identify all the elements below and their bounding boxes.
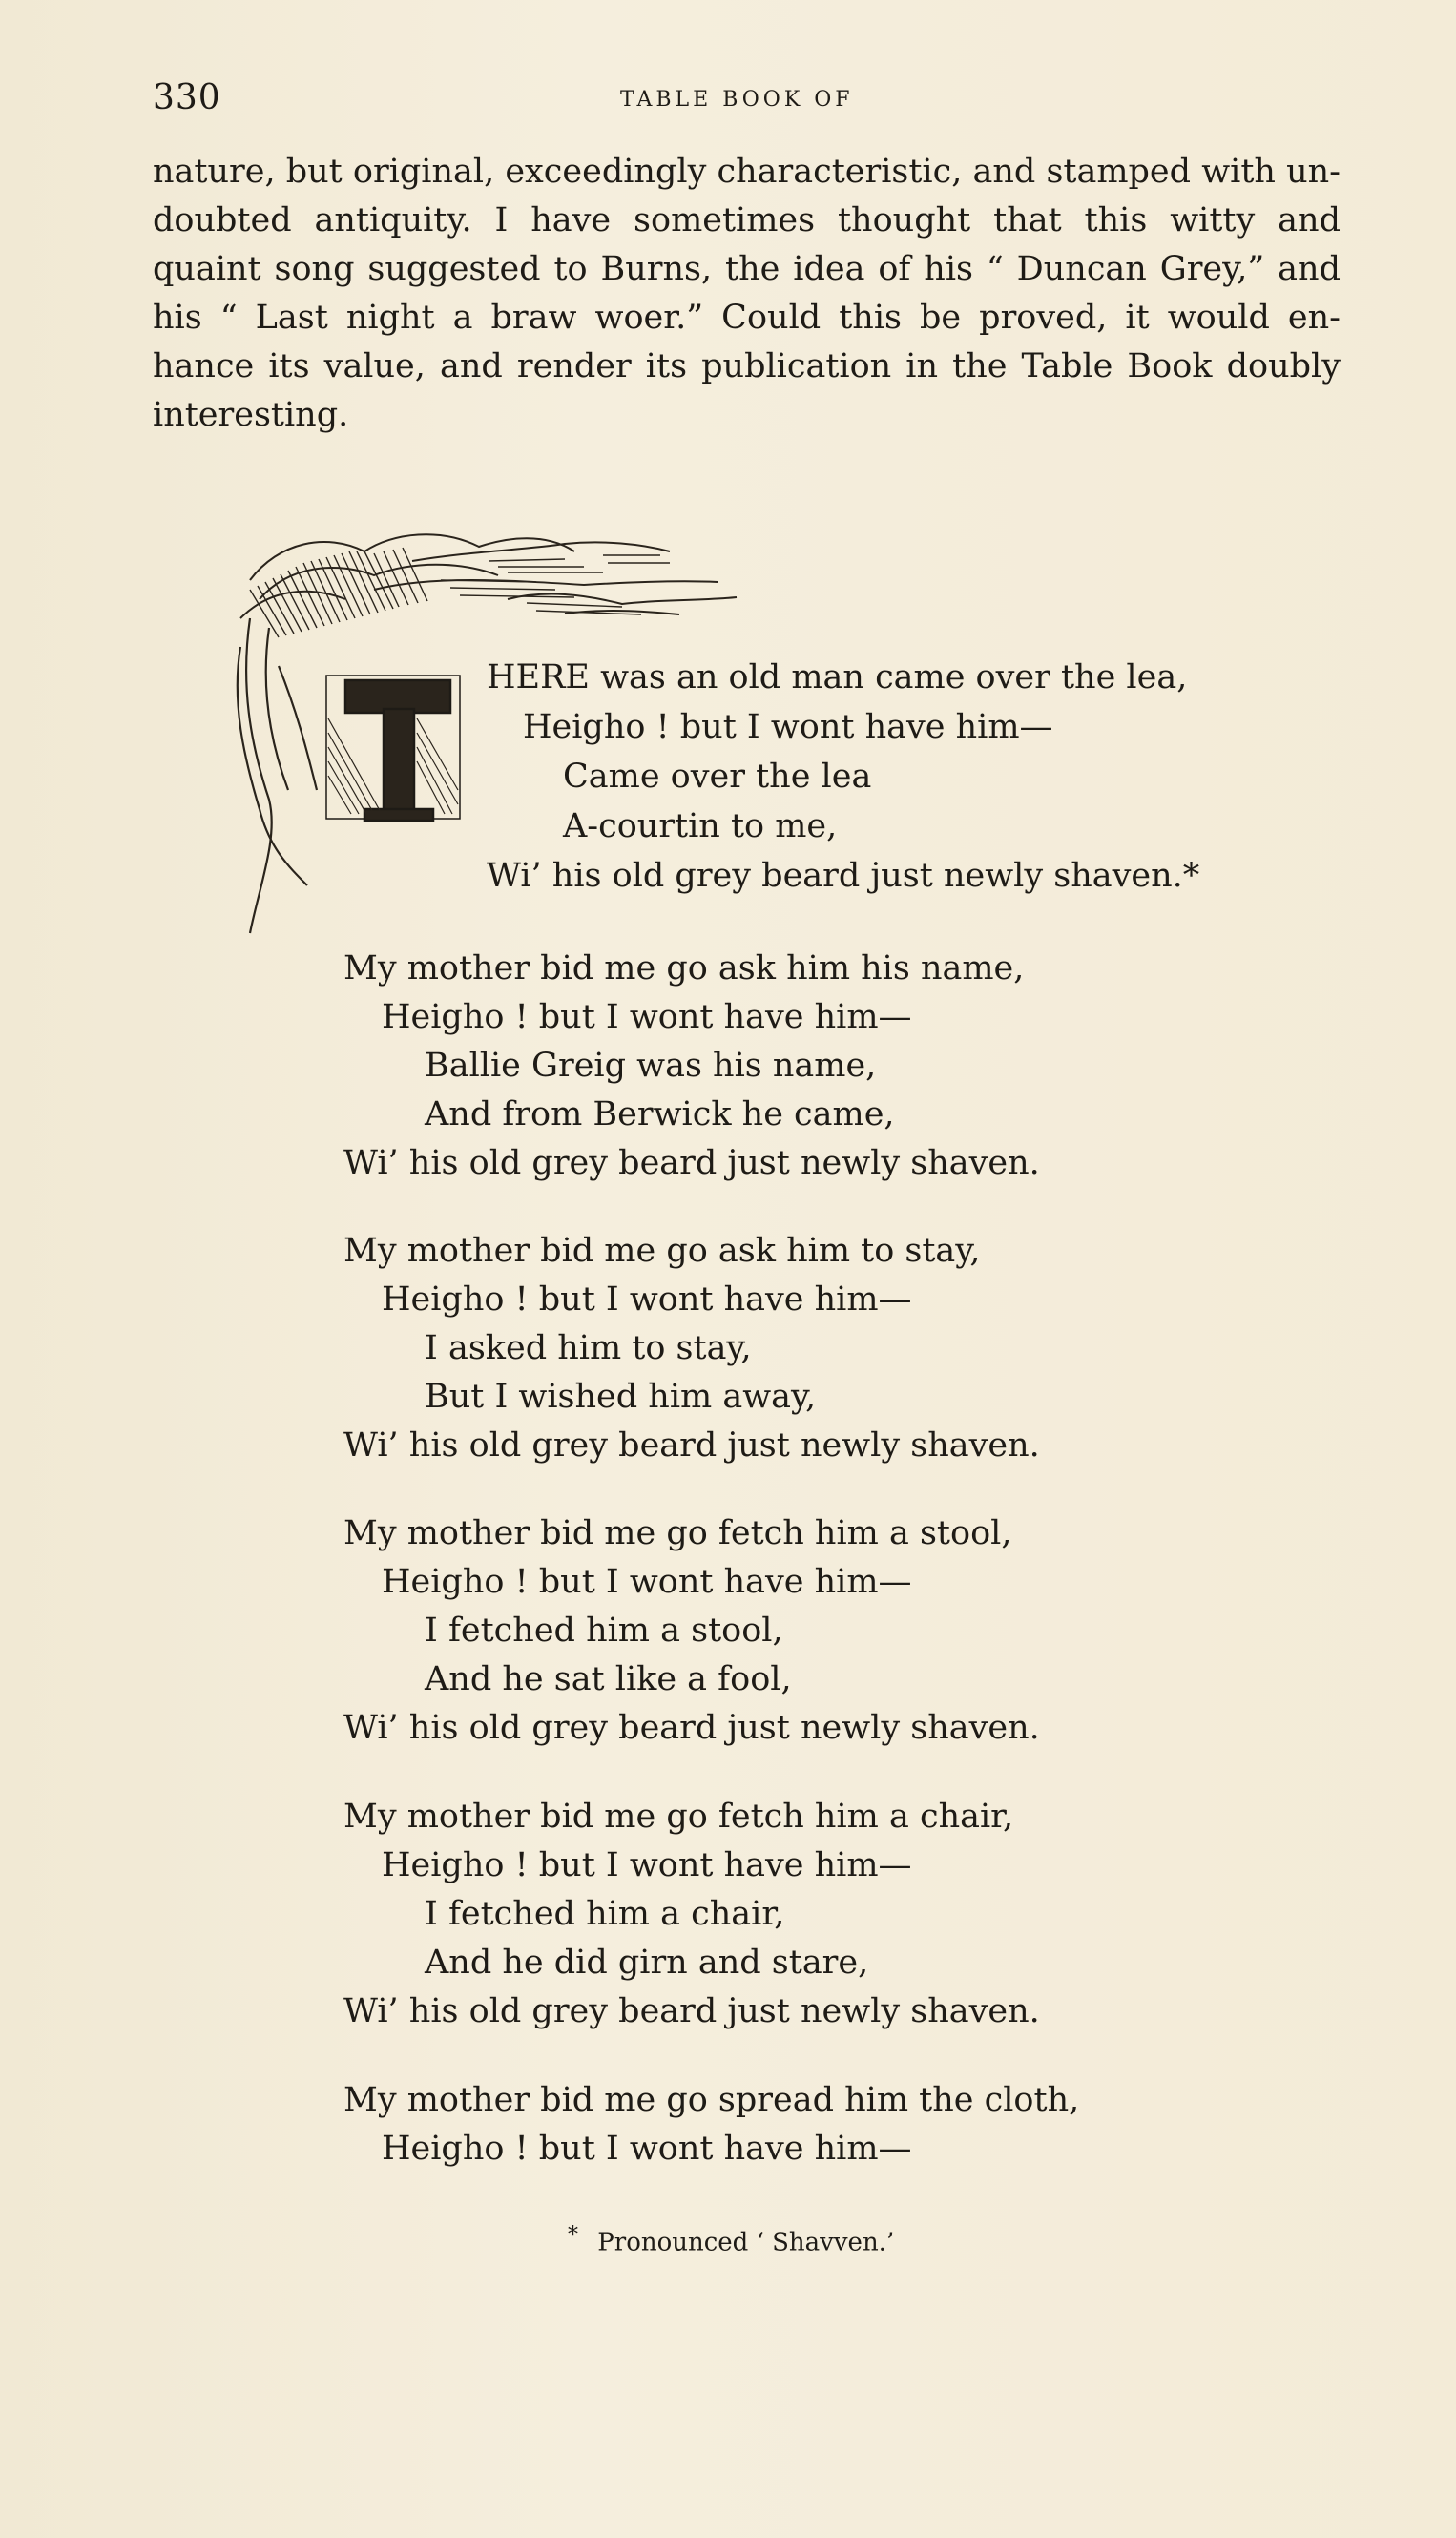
running-head: TABLE BOOK OF xyxy=(620,88,854,112)
poem-line: I fetched him a chair, xyxy=(425,1895,785,1933)
poem-line: And from Berwick he came, xyxy=(425,1095,895,1134)
poem-line: And he sat like a fool, xyxy=(425,1660,792,1698)
poem-line: But I wished him away, xyxy=(425,1378,817,1416)
poem-line: And he did girn and stare, xyxy=(425,1944,869,1982)
poem-line: Wi’ his old grey beard just newly shaven. xyxy=(343,1426,1040,1465)
initial-t-icon xyxy=(326,676,460,821)
poem-line: My mother bid me go ask him to stay, xyxy=(343,1232,981,1270)
poem-line: Came over the lea xyxy=(563,758,872,796)
poem-line: Heigho ! but I wont have him— xyxy=(523,708,1053,746)
poem-line: Heigho ! but I wont have him— xyxy=(382,1846,912,1884)
vine-icon xyxy=(238,618,317,933)
poem-line: Wi’ his old grey beard just newly shaven. xyxy=(343,1709,1040,1747)
poem-line: My mother bid me go fetch him a stool, xyxy=(343,1514,1012,1552)
intro-paragraph xyxy=(153,148,1341,440)
footnote xyxy=(568,2223,894,2257)
page-number: 330 xyxy=(153,78,221,117)
poem-line: I fetched him a stool, xyxy=(425,1612,783,1650)
poem-line: Wi’ his old grey beard just newly shaven. xyxy=(343,1992,1040,2030)
poem-line: Wi’ his old grey beard just newly shaven. xyxy=(343,1144,1040,1182)
poem-line: A-courtin to me, xyxy=(563,807,838,845)
page-header xyxy=(153,78,1336,126)
poem-line: Heigho ! but I wont have him— xyxy=(382,1563,912,1601)
footnote-marker: * xyxy=(568,2223,578,2247)
poem-line: Heigho ! but I wont have him— xyxy=(382,2130,912,2168)
poem-line: I asked him to stay, xyxy=(425,1329,752,1367)
poem-line: Wi’ his old grey beard just newly shaven.* xyxy=(487,857,1200,895)
footnote-text: Pronounced ‘ Shavven.’ xyxy=(597,2228,895,2257)
poem-line: My mother bid me go ask him his name, xyxy=(343,949,1025,988)
poem-line: My mother bid me go spread him the cloth, xyxy=(343,2081,1080,2119)
poem-line: My mother bid me go fetch him a chair, xyxy=(343,1798,1014,1836)
poem-line: HERE was an old man came over the lea, xyxy=(487,658,1188,697)
intro-text: nature, but original, exceedingly characteristic, and stamped with un-doubted antiquity. I have sometimes thought that this witty and quaint song suggested to Burns, the idea of his “ Duncan Grey,” and his “ Last night a braw woer.” Could this be proved, it would en-hance its value, and render its publication in the Table Book doubly interesting. xyxy=(153,153,1341,434)
poem-line: Heigho ! but I wont have him— xyxy=(382,998,912,1036)
poem-line: Heigho ! but I wont have him— xyxy=(382,1280,912,1319)
poem-line: Ballie Greig was his name, xyxy=(425,1047,877,1085)
